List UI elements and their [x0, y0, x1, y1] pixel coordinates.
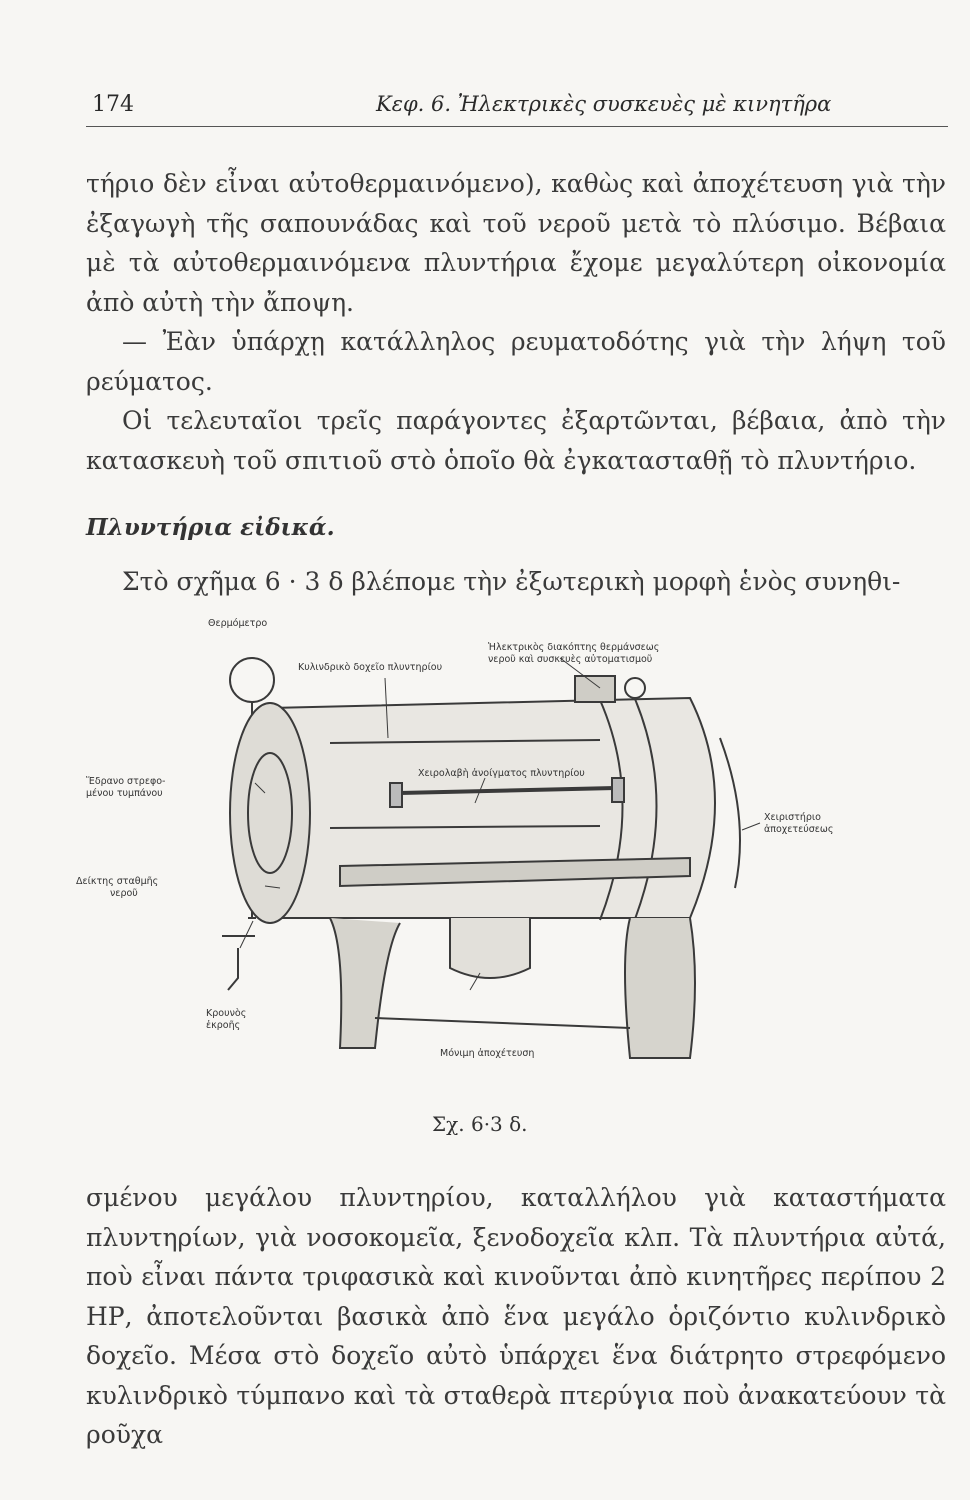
right-leg [625, 918, 695, 1058]
label-drain-control-line1: Χειριστήριο [764, 812, 821, 823]
page-number: 174 [92, 92, 134, 117]
label-drain: Μόνιμη ἀποχέτευση [440, 1048, 535, 1059]
washing-machine-illustration [130, 618, 870, 1108]
paragraph-factors: Οἱ τελευταῖοι τρεῖς παράγοντες ἐξαρτῶνται, βέβαια, ἀπὸ τὴν κατασκευὴ τοῦ σπιτιοῦ στὸ ὁποῖο θὰ ἐγκατασταθῇ τὸ πλυντήριο. [86, 406, 946, 475]
running-title: Κεφ. 6. Ἠλεκτρικὲς συσκευὲς μὲ κινητῆρα [376, 92, 832, 116]
switch-box [575, 676, 615, 702]
drain-tub [450, 918, 530, 978]
cylinder-end-cap [230, 703, 310, 923]
section-heading: Πλυντήρια εἰδικά. [86, 514, 335, 541]
label-thermometer: Θερμόμετρο [208, 618, 268, 629]
washing-machine-figure [76, 618, 870, 1138]
description-paragraph [86, 1178, 946, 1455]
label-cylindrical-tank: Κυλινδρικὸ δοχεῖο πλυντηρίου [298, 662, 443, 673]
label-electric-switch-line2: νεροῦ καὶ συσκευὲς αὐτοματισμοῦ [488, 654, 653, 665]
intro-paragraph [86, 562, 946, 602]
label-drum-seat-line2: μένου τυμπάνου [86, 788, 163, 799]
left-leg [330, 918, 400, 1048]
paragraph-description: σμένου μεγάλου πλυντηρίου, καταλλήλου γιὰ καταστήματα πλυντηρίων, γιὰ νοσοκομεῖα, ξενοδοχεῖα κλπ. Τὰ πλυντήρια αὐτά, ποὺ εἶναι πάντα τριφασικὰ καὶ κινοῦνται ἀπὸ κινητῆρες περίπου 2 ΗΡ, ἀποτελοῦνται βασικὰ ἀπὸ ἕνα μεγάλο ὁριζόντιο κυλινδρικὸ δοχεῖο. Μέσα στὸ δοχεῖο αὐτὸ ὑπάρχει ἕνα διάτρητο στρεφόμενο κυλινδρικὸ τύμπανο καὶ τὰ σταθερὰ πτερύγια ποὺ ἀνακατεύουν τὰ ροῦχα [86, 1183, 946, 1449]
label-water-level-line1: Δείκτης σταθμῆς [76, 876, 159, 887]
label-electric-switch-line1: Ἠλεκτρικὸς διακόπτης θερμάνσεως [488, 642, 660, 653]
label-drum-seat-line1: Ἕδρανο στρεφο- [86, 776, 166, 787]
label-water-level-line2: νεροῦ [110, 888, 138, 899]
header-rule [86, 126, 948, 127]
figure-caption: Σχ. 6·3 δ. [432, 1112, 528, 1136]
paragraph-figure-intro: Στὸ σχῆμα 6 · 3 δ βλέπομε τὴν ἐξωτερικὴ μορφὴ ἑνὸς συνηθι- [122, 567, 901, 596]
page-header [86, 88, 948, 128]
label-handle: Χειρολαβὴ ἀνοίγματος πλυντηρίου [418, 768, 585, 779]
label-tap-line1: Κρουνὸς [206, 1008, 247, 1019]
paragraph-socket: — Ἐὰν ὑπάρχῃ κατάλληλος ρευματοδότης γιὰ τὴν λήψη τοῦ ρεύματος. [86, 327, 946, 396]
tap [228, 948, 238, 990]
paragraph-continuation: τήριο δὲν εἶναι αὐτοθερμαινόμενο), καθὼς καὶ ἀποχέτευση γιὰ τὴν ἐξαγωγὴ τῆς σαπουνάδας καὶ τοῦ νεροῦ μετὰ τὸ πλύσιμο. Βέβαια μὲ τὰ αὐτοθερμαινόμενα πλυντήρια ἔχομε μεγαλύτερη οἰκονομία ἀπὸ αὐτὴ τὴν ἄποψη. [86, 169, 946, 317]
label-tap-line2: ἐκροῆς [206, 1020, 241, 1031]
opening-paragraphs [86, 164, 946, 480]
drain-lever [720, 738, 740, 888]
cylinder-body [270, 698, 715, 918]
label-drain-control-line2: ἀποχετεύσεως [764, 824, 834, 835]
thermometer-dial [230, 658, 274, 702]
